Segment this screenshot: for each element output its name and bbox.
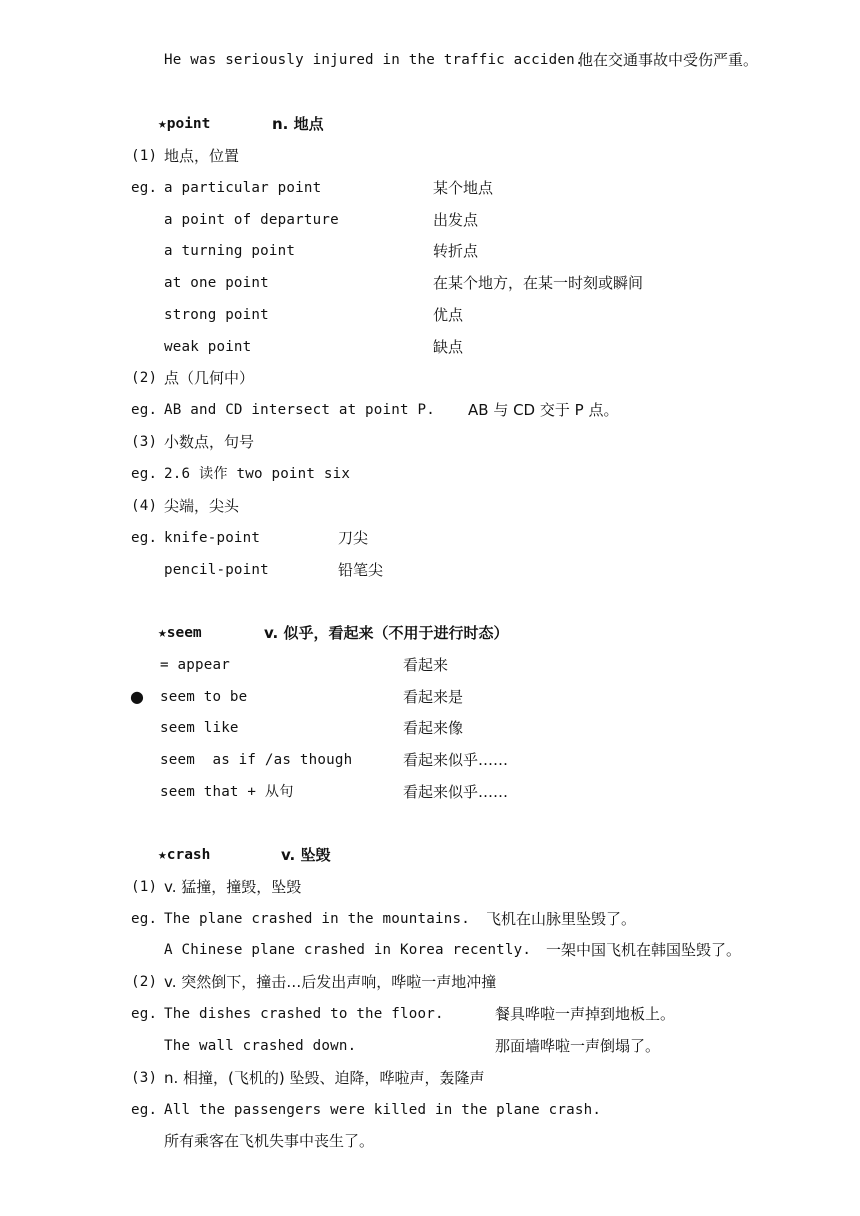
phrase-en: weak point [164,339,252,355]
phrase-cn: 转折点 [433,242,479,260]
phrase-cn: 某个地点 [433,179,494,197]
sense-number: (4) [131,498,158,514]
phrase-cn: 出发点 [433,211,479,229]
headword: ★point [158,116,211,132]
example-cn: 一架中国飞机在韩国坠毁了。 [546,941,742,959]
phrase-en: knife-point [164,530,261,546]
phrase-en: a turning point [164,243,296,259]
eg-label: eg. [131,1102,158,1118]
phrase-cn: 看起来 [403,656,449,674]
phrase-en: seem as if /as though [160,752,353,768]
phrase-cn: 铅笔尖 [338,561,384,579]
intro-translation: 他在交通事故中受伤严重。 [578,51,759,69]
phrase-cn: 在某个地方，在某一时刻或瞬间 [433,274,644,292]
phrase-cn: 看起来是 [403,688,464,706]
phrase-cn: 缺点 [433,338,464,356]
example-en: All the passengers were killed in the plane crash. [164,1102,602,1118]
phrase-cn: 刀尖 [338,529,369,547]
phrase-en: = appear [160,657,230,673]
sense-number: (3) [131,1070,158,1086]
sense-number: (1) [131,148,158,164]
sense-number: (2) [131,370,158,386]
phrase-cn: 看起来似乎…… [403,783,509,801]
example-en: The wall crashed down. [164,1038,357,1054]
phrase-en: pencil-point [164,562,269,578]
phrase-cn: 看起来像 [403,719,464,737]
headword-pos: v. 似乎，看起来（不用于进行时态） [264,624,509,642]
example-cn: 所有乘客在飞机失事中丧生了。 [164,1132,375,1150]
sense-meaning: v. 猛撞，撞毁，坠毁 [164,878,302,896]
phrase-en: seem that + 从句 [160,784,294,800]
phrase-en: seem like [160,720,239,736]
headword-pos: n. 地点 [272,115,324,133]
phrase-en: strong point [164,307,269,323]
bullet-icon: ● [130,687,144,706]
eg-label: eg. [131,180,158,196]
example-en: The dishes crashed to the floor. [164,1006,444,1022]
phrase-en: a point of departure [164,212,339,228]
sense-meaning: 尖端，尖头 [164,497,240,515]
example-cn: AB 与 CD 交于 P 点。 [468,401,619,419]
eg-label: eg. [131,911,158,927]
sense-meaning: 地点，位置 [164,147,240,165]
example-en: A Chinese plane crashed in Korea recently. [164,942,532,958]
phrase-cn: 优点 [433,306,464,324]
phrase-en: a particular point [164,180,322,196]
example-cn: 飞机在山脉里坠毁了。 [486,910,637,928]
sense-number: (3) [131,434,158,450]
sense-meaning: 点（几何中） [164,369,255,387]
sense-meaning: v. 突然倒下，撞击…后发出声响，哗啦一声地冲撞 [164,973,497,991]
sense-meaning: n. 相撞，(飞机的) 坠毁、迫降，哗啦声，轰隆声 [164,1069,485,1087]
sense-number: (2) [131,974,158,990]
eg-label: eg. [131,466,158,482]
example-en: AB and CD intersect at point P. [164,402,435,418]
phrase-en: seem to be [160,689,248,705]
headword: ★crash [158,847,211,863]
example-cn: 餐具哗啦一声掉到地板上。 [495,1005,676,1023]
eg-label: eg. [131,402,158,418]
headword: ★seem [158,625,202,641]
phrase-en: at one point [164,275,269,291]
phrase-cn: 看起来似乎…… [403,751,509,769]
sense-meaning: 小数点，句号 [164,433,255,451]
eg-label: eg. [131,530,158,546]
sense-number: (1) [131,879,158,895]
eg-label: eg. [131,1006,158,1022]
headword-pos: v. 坠毁 [281,846,331,864]
example-en: The plane crashed in the mountains. [164,911,470,927]
example-text: 2.6 读作 two point six [164,466,351,482]
intro-sentence: He was seriously injured in the traffic acciden. [164,52,584,68]
example-cn: 那面墙哗啦一声倒塌了。 [495,1037,661,1055]
